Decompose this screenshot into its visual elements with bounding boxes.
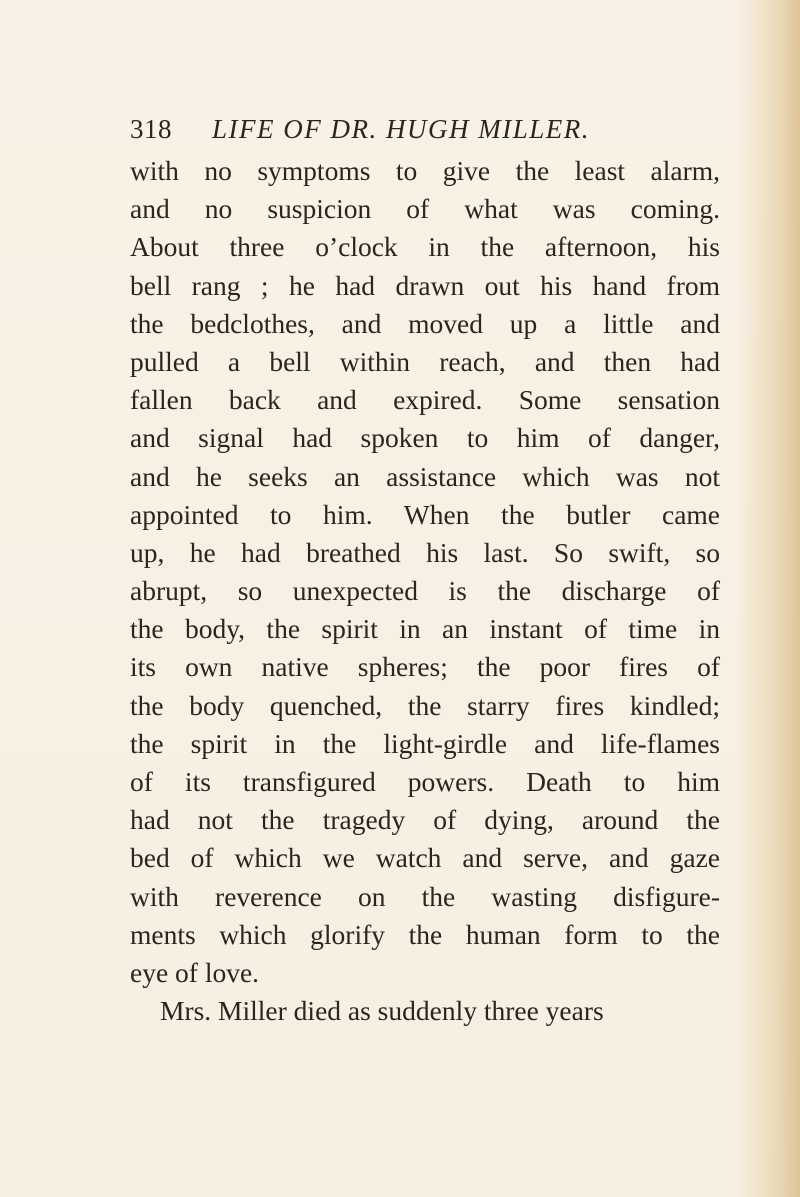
text-line: the body quenched, the starry fires kindled;	[130, 689, 720, 721]
page-number: 318	[130, 114, 172, 144]
text-line: About three o’clock in the afternoon, his	[130, 231, 720, 263]
text-line: had not the tragedy of dying, around the	[130, 804, 720, 836]
text-line: the spirit in the light-girdle and life-flames	[130, 727, 720, 759]
body-text	[130, 152, 720, 1030]
text-line: bell rang ; he had drawn out his hand from	[130, 269, 720, 301]
text-line: with no symptoms to give the least alarm,	[130, 155, 720, 186]
text-line: Mrs. Miller died as suddenly three years	[160, 995, 604, 1027]
text-line: of its transfigured powers. Death to him	[130, 766, 720, 797]
text-line: its own native spheres; the poor fires of	[130, 651, 720, 683]
text-line: appointed to him. When the butler came	[130, 498, 720, 530]
text-line: abrupt, so unexpected is the discharge of	[130, 575, 720, 607]
text-line: with reverence on the wasting disfigure-	[130, 880, 720, 912]
text-line: fallen back and expired. Some sensation	[130, 384, 720, 416]
page-header	[130, 114, 750, 154]
text-line: bed of which we watch and serve, and gaze	[130, 842, 720, 874]
text-line: eye of love.	[130, 956, 260, 988]
text-line: pulled a bell within reach, and then had	[130, 345, 720, 377]
running-title: LIFE OF DR. HUGH MILLER.	[212, 114, 590, 144]
text-line: and no suspicion of what was coming.	[130, 193, 720, 225]
text-line: the bedclothes, and moved up a little and	[130, 307, 720, 339]
text-line: and signal had spoken to him of danger,	[130, 422, 720, 454]
text-line: the body, the spirit in an instant of time in	[130, 613, 720, 645]
text-line: up, he had breathed his last. So swift, so	[130, 536, 720, 568]
text-line: and he seeks an assistance which was not	[130, 460, 720, 492]
text-line: ments which glorify the human form to the	[130, 918, 720, 950]
